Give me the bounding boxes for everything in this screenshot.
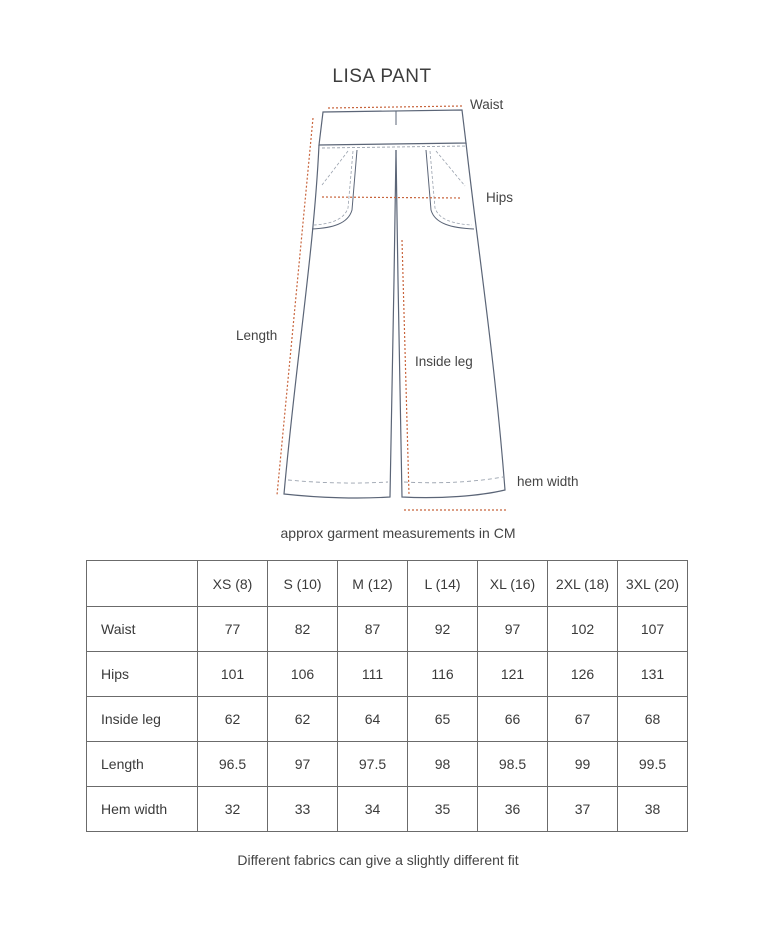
table-cell: 97.5 [338,742,408,787]
table-cell: 32 [198,787,268,832]
table-cell: 97 [478,607,548,652]
table-cell: 82 [268,607,338,652]
hips-label: Hips [486,190,514,205]
table-cell: 37 [548,787,618,832]
header-xs: XS (8) [198,561,268,607]
table-cell: 38 [618,787,688,832]
table-cell: 66 [478,697,548,742]
table-row-hem-width [87,787,688,832]
table-header-row [87,561,688,607]
hips-measure-line [322,197,462,198]
table-cell: 64 [338,697,408,742]
table-cell: 131 [618,652,688,697]
right-pocket-opening [436,151,465,186]
table-row-hips [87,652,688,697]
table-cell: 126 [548,652,618,697]
right-hem-stitch [404,477,503,483]
length-measure-line [277,118,313,495]
waist-measure-line [328,106,462,108]
row-label: Inside leg [87,697,198,742]
inside-leg-label: Inside leg [415,354,473,369]
table-cell: 98 [408,742,478,787]
table-cell: 65 [408,697,478,742]
header-l: L (14) [408,561,478,607]
table-corner-cell [87,561,198,607]
table-cell: 107 [618,607,688,652]
left-pocket [312,150,357,229]
table-cell: 106 [268,652,338,697]
table-cell: 116 [408,652,478,697]
waistband-stitch [322,146,466,148]
right-pocket [426,150,474,229]
waist-label: Waist [470,97,504,112]
table-cell: 87 [338,607,408,652]
header-3xl: 3XL (20) [618,561,688,607]
table-cell: 34 [338,787,408,832]
table-cell: 96.5 [198,742,268,787]
table-row-length [87,742,688,787]
table-cell: 35 [408,787,478,832]
right-pocket-stitch [430,151,472,225]
table-cell: 77 [198,607,268,652]
table-cell: 102 [548,607,618,652]
header-m: M (12) [338,561,408,607]
page-title: LISA PANT [332,66,432,87]
table-cell: 62 [198,697,268,742]
table-cell: 101 [198,652,268,697]
length-label: Length [236,328,278,343]
table-cell: 97 [268,742,338,787]
table-cell: 111 [338,652,408,697]
table-cell: 99.5 [618,742,688,787]
fit-disclaimer: Different fabrics can give a slightly different fit [237,852,519,868]
hem-width-label: hem width [517,474,579,489]
table-cell: 33 [268,787,338,832]
row-label: Length [87,742,198,787]
left-pocket-opening [322,151,348,185]
header-2xl: 2XL (18) [548,561,618,607]
table-cell: 62 [268,697,338,742]
table-cell: 68 [618,697,688,742]
table-cell: 36 [478,787,548,832]
table-cell: 121 [478,652,548,697]
left-pocket-stitch [314,151,353,225]
table-row-inside-leg [87,697,688,742]
header-xl: XL (16) [478,561,548,607]
left-hem-stitch [288,480,388,483]
row-label: Hem width [87,787,198,832]
table-cell: 67 [548,697,618,742]
table-cell: 99 [548,742,618,787]
measurement-caption: approx garment measurements in CM [280,525,516,541]
row-label: Hips [87,652,198,697]
table-cell: 92 [408,607,478,652]
table-cell: 98.5 [478,742,548,787]
row-label: Waist [87,607,198,652]
header-s: S (10) [268,561,338,607]
table-row-waist [87,607,688,652]
size-table [86,560,688,832]
waistband-outline [319,110,466,145]
inside-leg-measure-line [402,240,409,495]
